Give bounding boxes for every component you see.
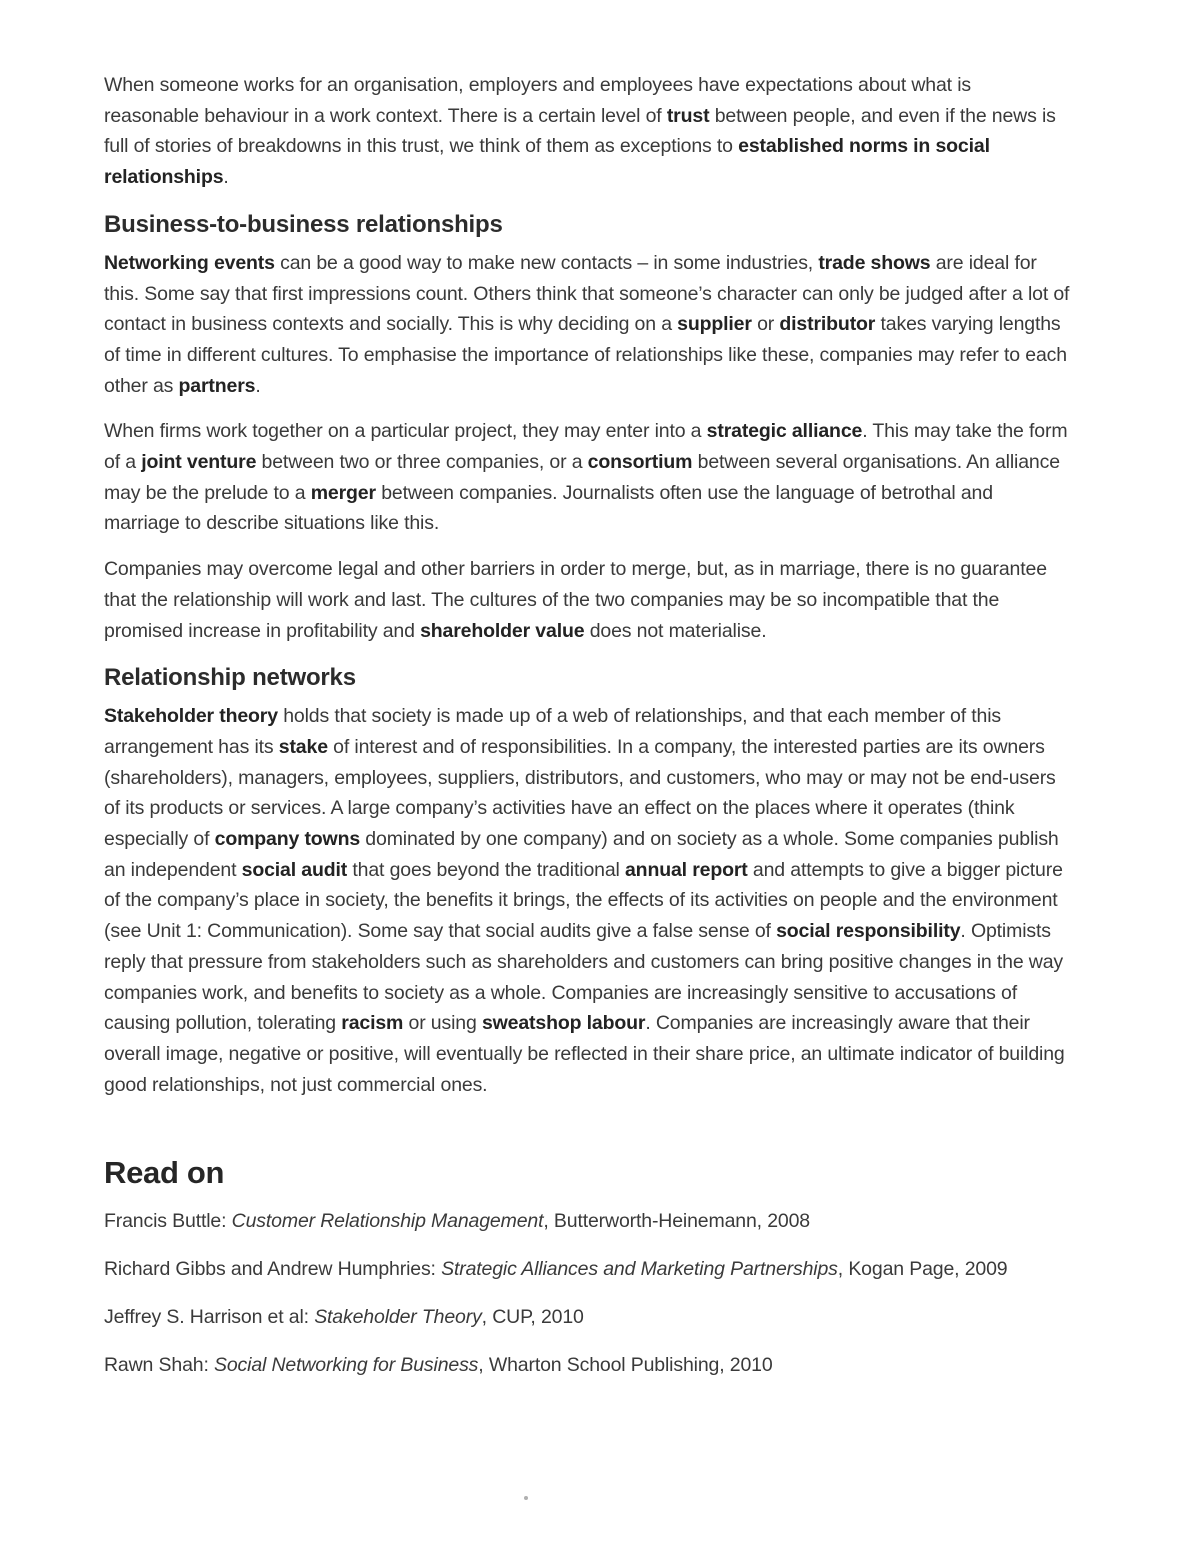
bold-term: annual report [624, 858, 748, 881]
text-run: , Kogan Page, 2009 [837, 1258, 1008, 1281]
text-run: , CUP, 2010 [481, 1305, 584, 1328]
text-run: . Companies are increasingly aware that their overall image, negative or positive, will eventually be reflected in their share price, an ultimate indicator of building good relationships, not just commercial ones. [104, 1012, 1065, 1096]
text-run: or using [403, 1012, 482, 1035]
bold-term: Stakeholder theory [104, 705, 278, 728]
bold-term: strategic alliance [706, 420, 863, 443]
section-heading-relationship-networks: Relationship networks [104, 664, 356, 692]
bold-term: racism [341, 1012, 404, 1035]
bold-term: joint venture [141, 451, 257, 474]
text-run: , Wharton School Publishing, 2010 [478, 1353, 773, 1376]
bold-term: established norms in social relationships [104, 135, 990, 189]
bold-term: sweatshop labour [481, 1012, 646, 1035]
text-run: Jeffrey S. Harrison et al: [104, 1305, 315, 1328]
read-on-heading: Read on [104, 1155, 225, 1191]
bold-term: social audit [241, 858, 348, 881]
b2b-paragraph-mergers [104, 554, 1070, 646]
bold-term: distributor [779, 313, 876, 336]
bold-term: social responsibility [776, 920, 961, 943]
text-run: . [223, 166, 229, 189]
text-run: are ideal for this. Some say that first impressions count. Others think that someone’s character can only be judged after a lot of contact in business contexts and socially. This is why deciding on a [104, 251, 1070, 336]
networks-paragraph-stakeholder-theory [104, 701, 1070, 1100]
b2b-paragraph-networking [104, 248, 1070, 402]
text-run: holds that society is made up of a web of relationships, and that each member of this arrangement has its [104, 705, 1002, 758]
reference-item [104, 1350, 1070, 1381]
text-run: between people, and even if the news is full of stories of breakdowns in this trust, we think of them as exceptions to [104, 104, 1056, 158]
text-run: Richard Gibbs and Andrew Humphries: [104, 1258, 442, 1281]
text-run: . Optimists reply that pressure from stakeholders such as shareholders and customers can bring positive changes in the way companies work, and benefits to society as a whole. Companies are increasingly sensitive to accusations of causing pollution, tolerating [104, 920, 1064, 1035]
text-run: can be a good way to make new contacts – in some industries, [274, 251, 819, 274]
reference-item [104, 1302, 1070, 1333]
text-run: When someone works for an organisation, employers and employees have expectations about what is reasonable behaviour in a work context. There is a certain level of [104, 74, 971, 127]
text-run: Francis Buttle: [104, 1210, 232, 1233]
reference-item [104, 1206, 1070, 1237]
text-run: . [255, 374, 261, 397]
book-title: Stakeholder Theory [314, 1305, 482, 1328]
text-run: takes varying lengths of time in different cultures. To emphasise the importance of relationships like these, companies may refer to each other as [104, 313, 1067, 397]
text-run: dominated by one company) and on society as a whole. Some companies publish an independent [104, 828, 1059, 881]
bold-term: trade shows [818, 251, 931, 274]
book-title: Strategic Alliances and Marketing Partnerships [441, 1258, 838, 1281]
book-title: Customer Relationship Management [231, 1210, 544, 1233]
text-run: , Butterworth-Heinemann, 2008 [543, 1210, 810, 1233]
text-run: of interest and of responsibilities. In a company, the interested parties are its owners (shareholders), managers, employees, suppliers, distributors, and customers, who may or may not be end-users of its products or services. A large company’s activities have an effect on the places where it operates (think especially of [104, 735, 1056, 851]
bold-term: merger [310, 481, 376, 504]
bold-term: trust [666, 104, 710, 127]
text-run: or [751, 313, 780, 336]
reference-item [104, 1254, 1070, 1285]
bold-term: shareholder value [420, 619, 585, 642]
section-heading-business-to-business: Business-to-business relationships [104, 210, 503, 238]
page-mark-dot [524, 1496, 528, 1500]
text-run: that goes beyond the traditional [347, 858, 625, 881]
text-run: When firms work together on a particular project, they may enter into a [104, 420, 707, 443]
bold-term: stake [278, 735, 328, 758]
bold-term: Networking events [104, 251, 275, 274]
text-run: between companies. Journalists often use the language of betrothal and marriage to describe situations like this. [104, 481, 993, 535]
b2b-paragraph-alliances [104, 416, 1070, 539]
text-run: between two or three companies, or a [256, 451, 588, 474]
text-run: Companies may overcome legal and other barriers in order to merge, but, as in marriage, there is no guarantee that the relationship will work and last. The cultures of the two companies may be so incompatible that the promised increase in profitability and [104, 558, 1047, 642]
text-run: Rawn Shah: [104, 1353, 214, 1376]
read-on-section [104, 1154, 1070, 1380]
bold-term: partners [178, 374, 256, 397]
text-run: and attempts to give a bigger picture of the company’s place in society, the benefits it brings, the effects of its activities on people and the environment (see Unit 1: Communication). Some say that social audits give a false sense of [104, 858, 1063, 943]
text-run: between several organisations. An alliance may be the prelude to a [104, 451, 1060, 504]
document-page [104, 70, 1070, 1397]
bold-term: company towns [214, 828, 361, 851]
text-run: . This may take the form of a [104, 420, 1068, 474]
book-title: Social Networking for Business [214, 1353, 479, 1376]
intro-paragraph [104, 70, 1070, 193]
text-run: does not materialise. [584, 619, 767, 642]
bold-term: consortium [587, 451, 693, 474]
bold-term: supplier [677, 313, 752, 336]
